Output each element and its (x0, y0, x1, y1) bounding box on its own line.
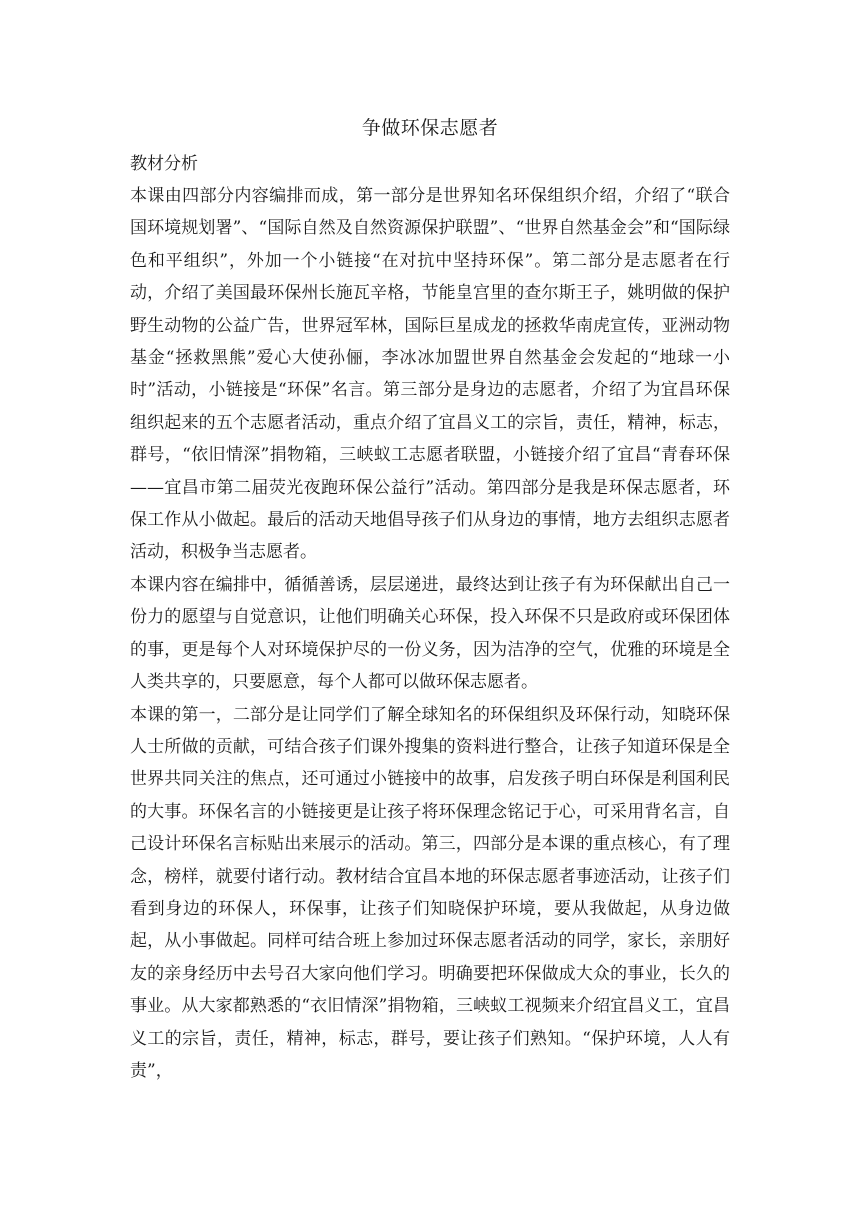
section-heading: 教材分析 (130, 154, 198, 174)
document-title: 争做环保志愿者 (361, 117, 499, 139)
paragraph-structure: 本课由四部分内容编排而成，第一部分是世界知名环保组织介绍，介绍了“联合国环境规划署”、“国际自然及自然资源保护联盟”、“世界自然基金会”和“国际绿色和平组织”，外加一个小链接“在对抗中坚持环保”。第二部分是志愿者在行动，介绍了美国最环保州长施瓦辛格，节能皇宫里的查尔斯王子，姚明做的保护野生动物的公益广告，世界冠军林，国际巨星成龙的拯救华南虎宣传，亚洲动物基金“拯救黑熊”爱心大使孙俪，李冰冰加盟世界自然基金会发起的“地球一小时”活动，小链接是“环保”名言。第三部分是身边的志愿者，介绍了为宜昌环保组织起来的五个志愿者活动，重点介绍了宜昌义工的宗旨，责任，精神，标志，群号，“依旧情深”捐物箱，三峡蚁工志愿者联盟，小链接介绍了宜昌“青春环保——宜昌市第二届荧光夜跑环保公益行”活动。第四部分是我是环保志愿者，环保工作从小做起。最后的活动天地倡导孩子们从身边的事情，地方去组织志愿者活动，积极争当志愿者。 (130, 186, 730, 563)
paragraph-teaching: 本课的第一，二部分是让同学们了解全球知名的环保组织及环保行动，知晓环保人士所做的贡献，可结合孩子们课外搜集的资料进行整合，让孩子知道环保是全世界共同关注的焦点，还可通过小链接中的故事，启发孩子明白环保是利国利民的大事。环保名言的小链接更是让孩子将环保理念铭记于心，可采用背名言，自己设计环保名言标贴出来展示的活动。第三，四部分是本课的重点核心，有了理念，榜样，就要付诸行动。教材结合宜昌本地的环保志愿者事迹活动，让孩子们看到身边的环保人，环保事，让孩子们知晓保护环境，要从我做起，从身边做起，从小事做起。同样可结合班上参加过环保志愿者活动的同学，家长，亲朋好友的亲身经历中去号召大家向他们学习。明确要把环保做成大众的事业，长久的事业。从大家都熟悉的“衣旧情深”捐物箱，三峡蚁工视频来介绍宜昌义工，宜昌义工的宗旨，责任，精神，标志，群号，要让孩子们熟知。“保护环境，人人有责”， (130, 704, 730, 1081)
document-page (130, 112, 730, 1087)
paragraph-purpose: 本课内容在编排中，循循善诱，层层递进，最终达到让孩子有为环保献出自己一份力的愿望与自觉意识，让他们明确关心环保，投入环保不只是政府或环保团体的事，更是每个人对环境保护尽的一份义务，因为洁净的空气，优雅的环境是全人类共享的，只要愿意，每个人都可以做环保志愿者。 (130, 574, 730, 693)
